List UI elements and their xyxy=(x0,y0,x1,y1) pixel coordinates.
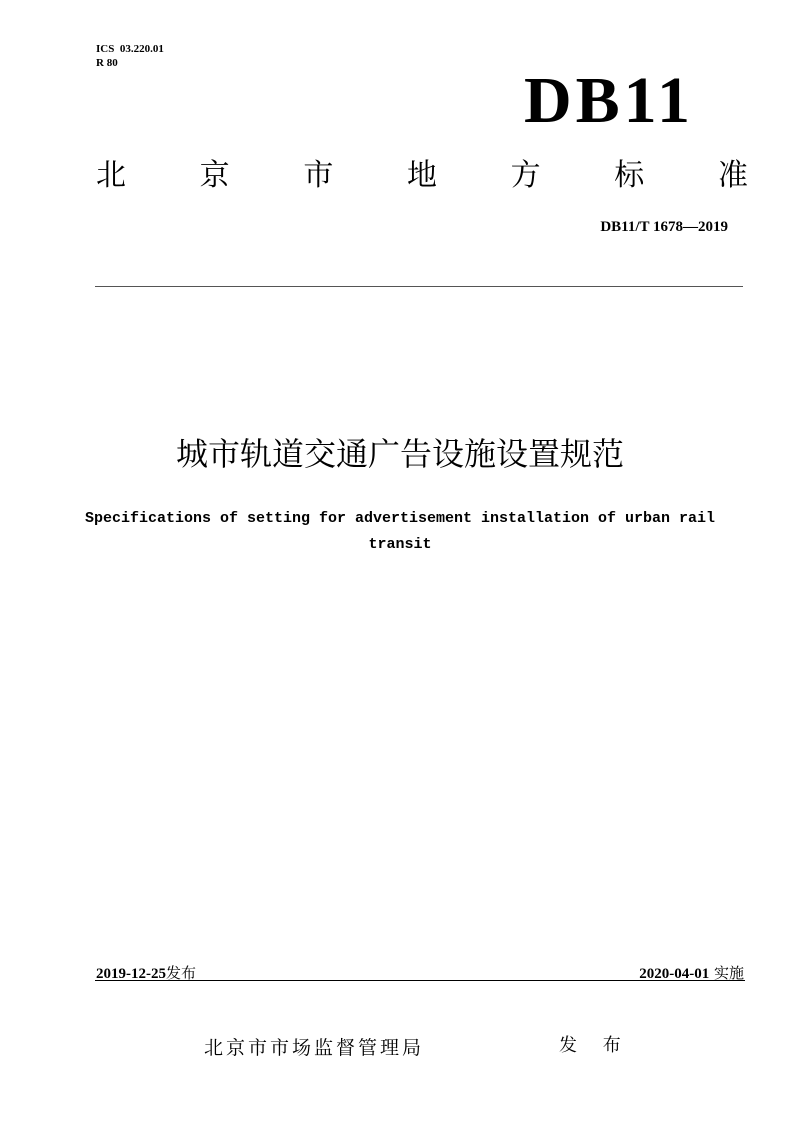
issue-label: 发 布 xyxy=(559,1035,631,1056)
standard-type-char: 北 xyxy=(96,158,126,193)
release-date: 2019-12-25 xyxy=(96,966,166,982)
standard-type-char: 准 xyxy=(717,158,748,193)
ics-code: ICS 03.220.01 xyxy=(96,43,164,55)
title-english-line: Specifications of setting for advertisement installation of urban rail xyxy=(84,510,716,527)
implement-date: 2020-04-01 xyxy=(639,966,710,982)
standard-type-heading xyxy=(96,158,748,194)
release-label: 发布 xyxy=(166,964,197,982)
standard-type-char: 方 xyxy=(510,158,541,193)
standard-code: DB11/T 1678—2019 xyxy=(600,219,728,235)
issuing-authority: 北京市市场监督管理局 xyxy=(204,1037,425,1059)
standard-type-char: 标 xyxy=(614,158,645,193)
implement-label: 实施 xyxy=(713,964,744,982)
ics-block xyxy=(96,42,164,70)
db11-logo: DB11 xyxy=(524,64,695,137)
title-chinese: 城市轨道交通广告设施设置规范 xyxy=(175,435,624,473)
category-code: R 80 xyxy=(96,57,118,69)
date-divider xyxy=(95,980,745,981)
header-divider xyxy=(95,286,743,287)
standard-type-char: 地 xyxy=(406,158,437,193)
standard-type-char: 市 xyxy=(303,158,334,193)
title-english xyxy=(60,506,740,558)
standard-type-char: 京 xyxy=(199,158,230,193)
title-english-line: transit xyxy=(368,536,432,553)
